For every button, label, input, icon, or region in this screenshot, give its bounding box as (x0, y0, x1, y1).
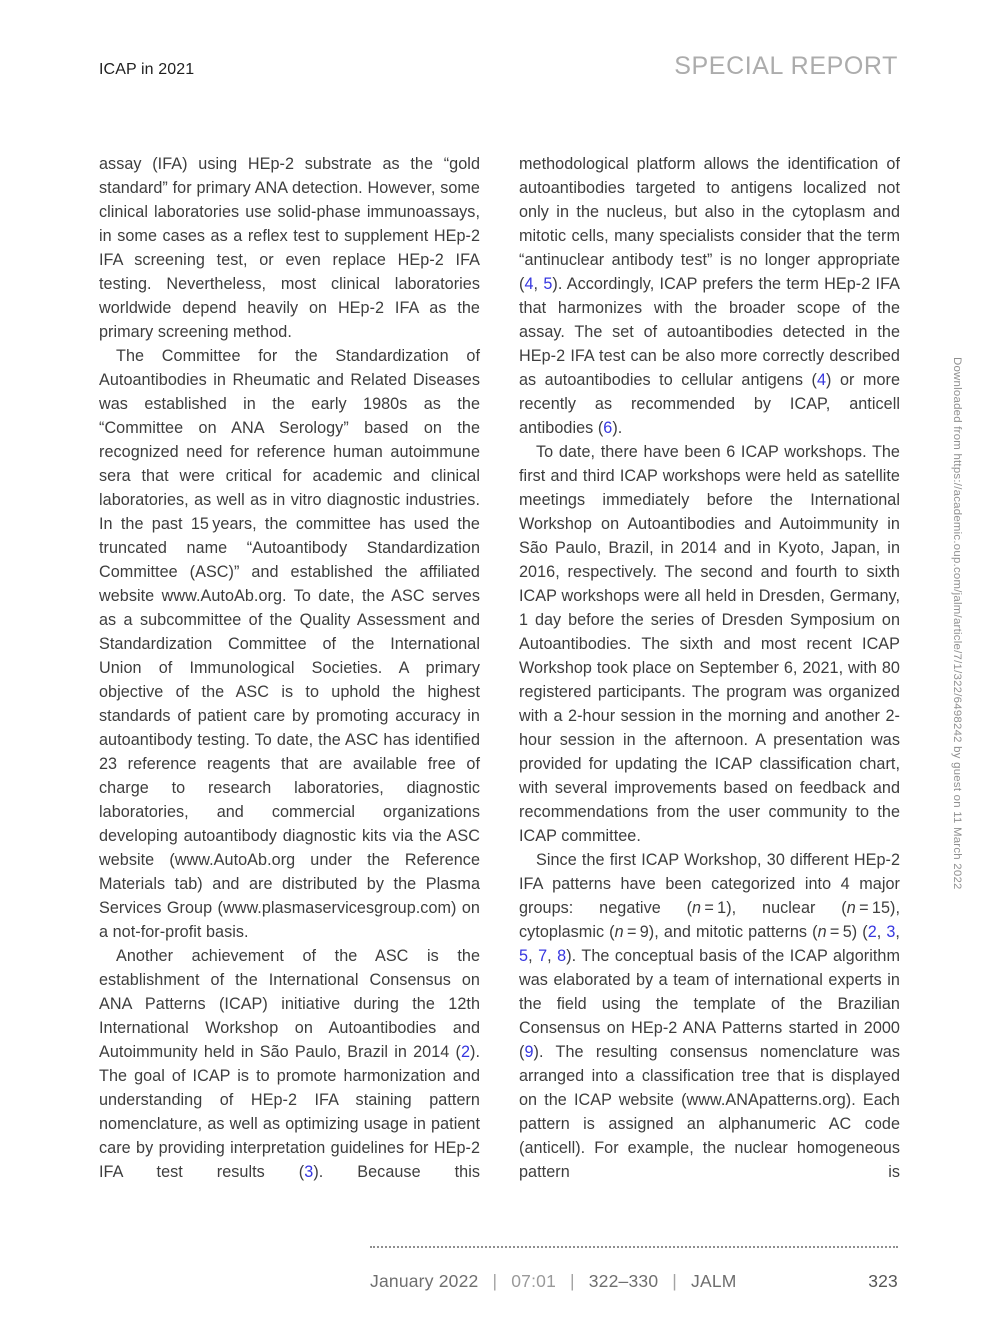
italic-variable: n (846, 899, 856, 917)
italic-variable: n (817, 923, 827, 941)
text-run: ). Because this (313, 1163, 480, 1181)
text-run: , (547, 947, 558, 965)
footer-divider: | (492, 1271, 498, 1291)
paragraph (519, 848, 900, 1184)
footer-issue-date: January 2022 (370, 1271, 479, 1291)
text-run: ). The goal of ICAP is to promote harmonization and understanding of HEp-2 IFA staining pattern nomenclature, as well as optimizing usage in patient care by providing interpretation guidelines for HEp-2 IFA test results ( (99, 1043, 480, 1181)
dotted-rule (370, 1246, 898, 1248)
footer-time: 07:01 (511, 1271, 556, 1291)
reference-link[interactable]: 2 (867, 923, 877, 941)
reference-link[interactable]: 4 (524, 275, 534, 293)
text-run: ). The conceptual basis of the ICAP algorithm was elaborated by a team of international experts in the field using the template of the Brazilian Consensus on HEp-2 ANA Patterns started in 2000 ( (519, 947, 900, 1061)
paragraph (99, 944, 480, 1184)
paragraph (519, 152, 900, 440)
reference-link[interactable]: 6 (603, 419, 613, 437)
text-run: Another achievement of the ASC is the establishment of the International Consensus on ANA Patterns (ICAP) initiative during the 12th International Workshop on Autoantibodies and Autoimmunity held in São Paulo, Brazil in 2014 ( (99, 947, 480, 1061)
text-run: = 5) ( (826, 923, 868, 941)
reference-link[interactable]: 3 (886, 923, 896, 941)
text-run: = 9), and mitotic patterns ( (623, 923, 818, 941)
article-body (99, 152, 900, 1188)
reference-link[interactable]: 9 (524, 1043, 534, 1061)
reference-link[interactable]: 7 (538, 947, 548, 965)
text-run: , (528, 947, 539, 965)
paragraph (519, 440, 900, 848)
download-watermark: Downloaded from https://academic.oup.com/jalm/article/7/1/322/6498242 by guest on 11 March 2022 (951, 357, 963, 890)
footer-journal-abbrev: JALM (691, 1271, 737, 1291)
text-run: methodological platform allows the identification of autoantibodies targeted to antigens localized not only in the nucleus, but also in the cytoplasm and mitotic cells, many specialists consider that the term “antinuclear antibody test” is no longer appropriate ( (519, 155, 900, 293)
text-run: , (533, 275, 544, 293)
footer-divider: | (570, 1271, 575, 1291)
text-run: ) or more recently as recommended by ICAP, anticell antibodies ( (519, 371, 900, 437)
text-run: The Committee for the Standardization of Autoantibodies in Rheumatic and Related Diseases was established in the early 1980s as the “Committee on ANA Serology” based on the recognized need for reference human autoimmune sera that were critical for academic and clinical laboratories, as well as in vitro diagnostic industries. In the past 15 years, the committee has used the truncated name “Autoantibody Standardization Committee (ASC)” and established the affiliated website www.AutoAb.org. To date, the ASC serves as a subcommittee of the Quality Assessment and Standardization Committee of the International Union of Immunological Societies. A primary objective of the ASC is to uphold the highest standards of patient care by promoting accuracy in autoantibody testing. To date, the ASC has identified 23 reference reagents that are available free of charge to research laboratories, diagnostic laboratories, and commercial organizations developing autoantibody diagnostic kits via the ASC website (www.AutoAb.org under the Reference Materials tab) and are distributed by the Plasma Services Group (www.plasmaservicesgroup.com) on a not-for-profit basis. (99, 347, 480, 941)
text-run: ). (612, 419, 623, 437)
italic-variable: n (614, 923, 624, 941)
text-run: ). The resulting consensus nomenclature was arranged into a classification tree that is displayed on the ICAP website (www.ANApatterns.org). Each pattern is assigned an alphanumeric AC code (anticell). For example, the nuclear homogeneous pattern is (519, 1043, 900, 1181)
text-run: Since the first ICAP Workshop, 30 different HEp-2 IFA patterns have been categorized into 4 major groups: negative ( (519, 851, 900, 917)
text-run: = 15), cytoplasmic ( (519, 899, 900, 941)
reference-link[interactable]: 5 (519, 947, 529, 965)
section-label: SPECIAL REPORT (674, 52, 898, 80)
reference-link[interactable]: 3 (304, 1163, 314, 1181)
text-run: ). Accordingly, ICAP prefers the term HEp-2 IFA that harmonizes with the broader scope of the assay. The set of autoantibodies detected in the HEp-2 IFA test can be also more correctly described as autoantibodies to cellular antigens ( (519, 275, 900, 389)
paragraph (99, 344, 480, 944)
left-column (99, 152, 480, 1188)
italic-variable: n (692, 899, 702, 917)
page-footer (370, 1246, 898, 1292)
text-run: = 1), nuclear ( (701, 899, 847, 917)
footer-row (370, 1271, 898, 1292)
reference-link[interactable]: 8 (557, 947, 567, 965)
text-run: To date, there have been 6 ICAP workshops. The first and third ICAP workshops were held as satellite meetings immediately before the International Workshop on Autoantibodies and Autoimmunity in São Paulo, Brazil, in 2014 and in Kyoto, Japan, in 2016, respectively. The second and fourth to sixth ICAP workshops were all held in Dresden, Germany, 1 day before the series of Dresden Symposium on Autoantibodies. The sixth and most recent ICAP Workshop took place on September 6, 2021, with 80 registered participants. The program was organized with a 2-hour session in the morning and another 2-hour session in the afternoon. A presentation was provided for updating the ICAP classification chart, with several improvements based on feedback and recommendations from the user community to the ICAP committee. (519, 443, 900, 845)
page-header (99, 52, 898, 81)
reference-link[interactable]: 2 (460, 1043, 470, 1061)
reference-link[interactable]: 4 (816, 371, 827, 389)
paragraph (99, 152, 480, 344)
reference-link[interactable]: 5 (543, 275, 553, 293)
text-run: assay (IFA) using HEp-2 substrate as the “gold standard” for primary ANA detection. However, some clinical laboratories use solid-phase immunoassays, in some cases as a reflex test to supplement HEp-2 IFA screening test, or even replace HEp-2 IFA testing. Nevertheless, most clinical laboratories worldwide depend heavily on HEp-2 IFA as the primary screening method. (99, 155, 480, 341)
footer-page-range: 322–330 (588, 1271, 659, 1291)
running-title: ICAP in 2021 (99, 61, 195, 78)
footer-page-number: 323 (868, 1271, 898, 1291)
text-run: , (895, 923, 900, 941)
right-column (519, 152, 900, 1188)
text-run: , (876, 923, 887, 941)
footer-divider: | (672, 1271, 678, 1291)
